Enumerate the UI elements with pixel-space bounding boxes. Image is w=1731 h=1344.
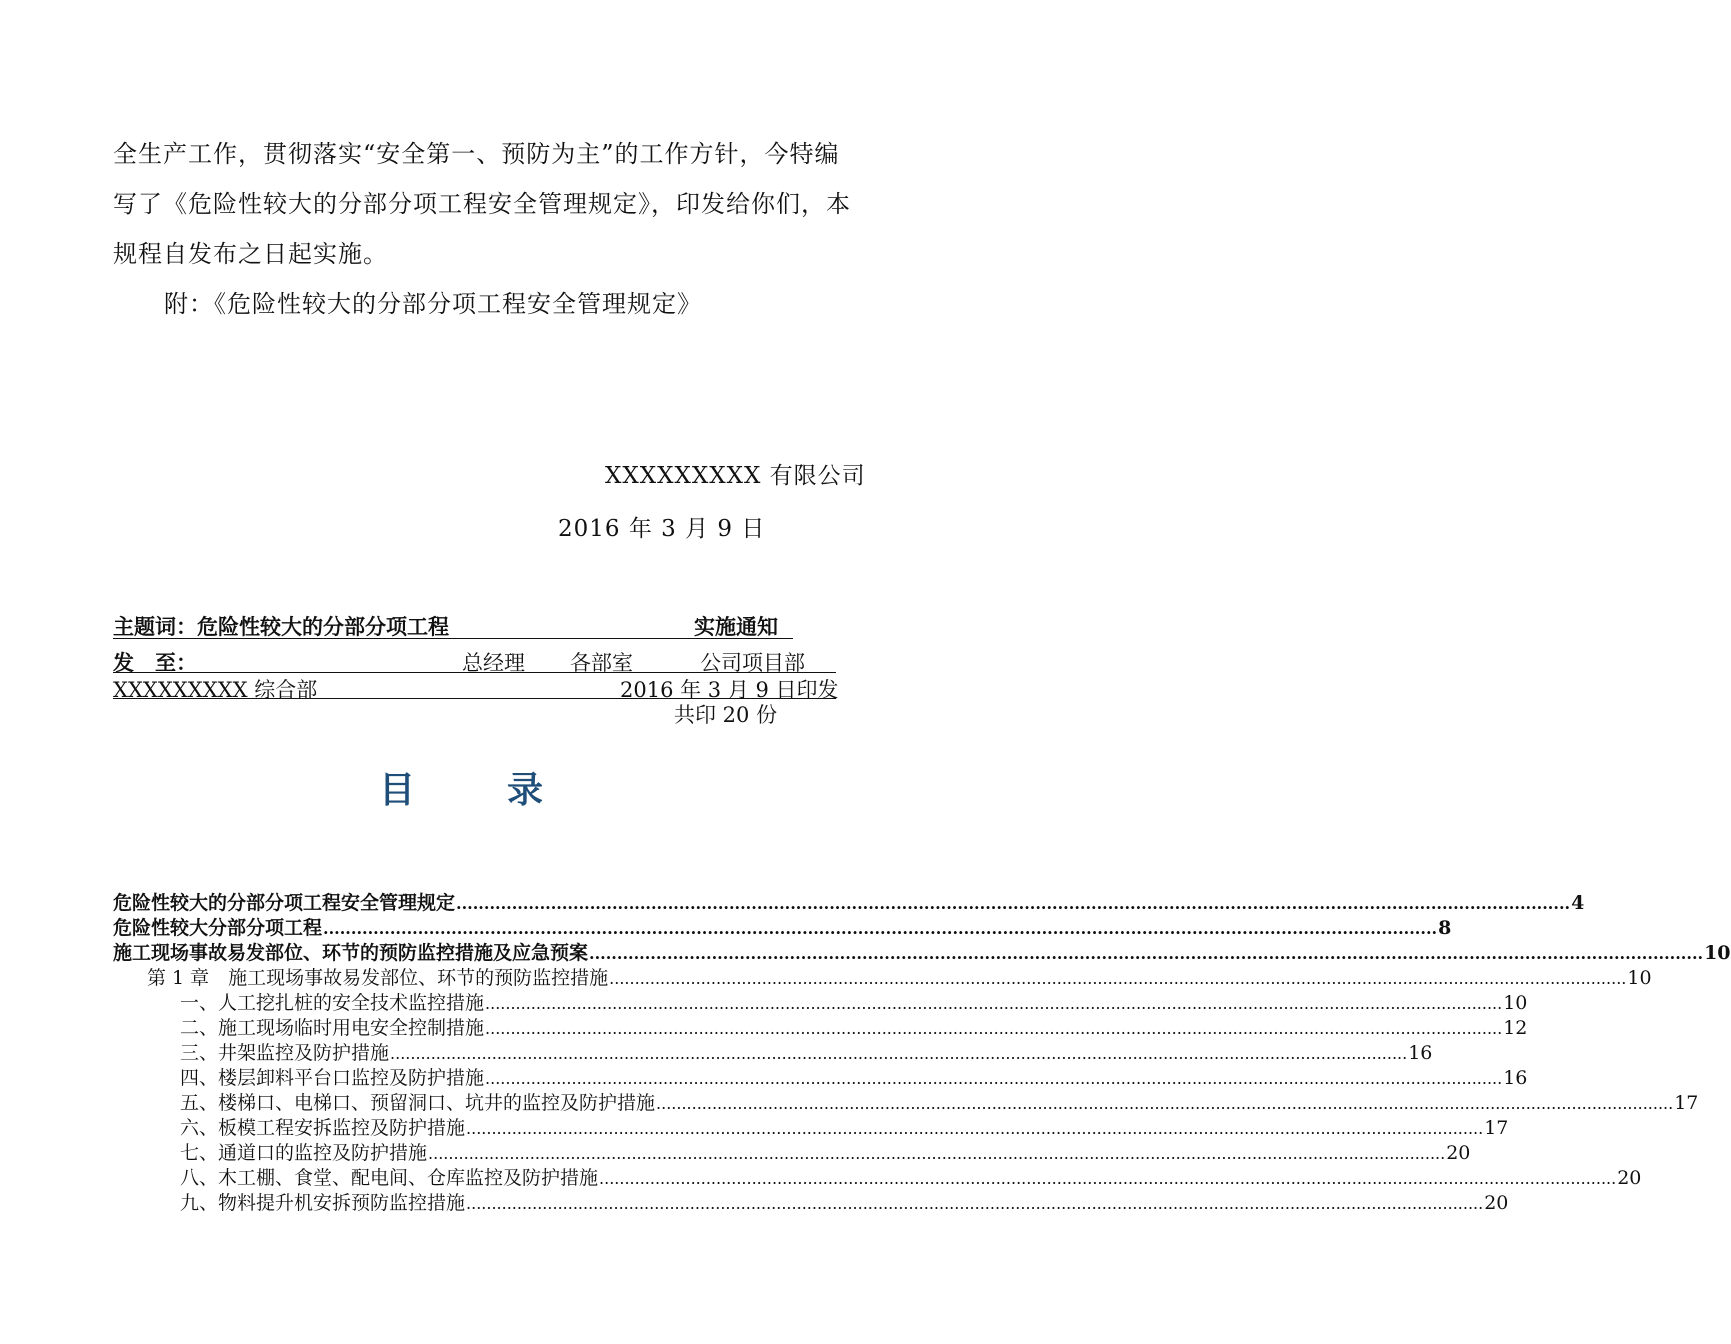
recipient-general-manager: 总经理 [462,651,525,675]
toc-entry-title: 六、板模工程安拆监控及防护措施 [180,1117,466,1139]
toc-entry-title: 八、木工棚、食堂、配电间、仓库监控及防护措施 [180,1167,599,1189]
toc-entry[interactable] [180,1138,1471,1164]
toc-leader-dots: ........................................................................................................................................................................................................ [485,1069,1503,1088]
toc-entry[interactable] [113,913,1452,939]
toc-entry-page: 20 [1617,1167,1642,1189]
body-line-1: 全生产工作，贯彻落实“安全第一、预防为主”的工作方针，今特编 [113,140,840,168]
toc-entry-page: 20 [1484,1192,1509,1214]
toc-entry-page: 8 [1438,917,1452,939]
toc-leader-dots: ........................................................................................................................................................................................................ [599,1169,1617,1188]
toc-entry-title: 二、施工现场临时用电安全控制措施 [180,1017,485,1039]
toc-leader-dots: ........................................................................................................................................................................................................ [323,919,1438,938]
toc-entry-page: 12 [1503,1017,1528,1039]
toc-entry[interactable] [180,1013,1528,1039]
toc-entry[interactable] [180,1038,1433,1064]
toc-entry-title: 五、楼梯口、电梯口、预留洞口、坑井的监控及防护措施 [180,1092,656,1114]
toc-entry-title: 危险性较大的分部分项工程安全管理规定 [113,892,456,914]
toc-entry-page: 16 [1503,1067,1528,1089]
subject-suffix: 实施通知 [694,614,778,639]
send-to-underline [113,672,836,673]
toc-entry-title: 四、楼层卸料平台口监控及防护措施 [180,1067,485,1089]
subject-underline [113,638,793,639]
toc-entry-page: 4 [1571,892,1585,914]
subject-label: 主题词：危险性较大的分部分项工程 [113,614,449,639]
toc-entry-title: 危险性较大分部分项工程 [113,917,323,939]
toc-entry-page: 17 [1484,1117,1509,1139]
toc-entry-page: 17 [1674,1092,1699,1114]
body-line-3: 规程自发布之日起实施。 [113,240,388,268]
toc-entry[interactable] [180,1063,1528,1089]
toc-leader-dots: ........................................................................................................................................................................................................ [485,994,1503,1013]
toc-leader-dots: ........................................................................................................................................................................................................ [466,1194,1484,1213]
toc-title: 目 录 [378,769,571,811]
toc-entry[interactable] [147,963,1652,989]
toc-entry-title: 三、井架监控及防护措施 [180,1042,390,1064]
toc-entry-title: 一、人工挖扎桩的安全技术监控措施 [180,992,485,1014]
toc-entry[interactable] [180,1113,1509,1139]
toc-entry-title: 七、通道口的监控及防护措施 [180,1142,428,1164]
toc-entry-page: 16 [1408,1042,1433,1064]
body-line-2: 写了《危险性较大的分部分项工程安全管理规定》，印发给你们，本 [113,190,851,218]
recipient-departments: 各部室 [570,651,633,675]
toc-entry-page: 20 [1446,1142,1471,1164]
toc-entry[interactable] [180,1163,1642,1189]
send-to-label: 发 至： [113,650,197,675]
toc-leader-dots: ........................................................................................................................................................................................................ [589,944,1704,963]
toc-entry-title: 施工现场事故易发部位、环节的预防监控措施及应急预案 [113,942,589,964]
attachment-line: 附：《危险性较大的分部分项工程安全管理规定》 [164,290,702,318]
toc-entry-page: 10 [1627,967,1652,989]
toc-entry[interactable] [113,888,1585,914]
toc-leader-dots: ........................................................................................................................................................................................................ [656,1094,1674,1113]
toc-entry[interactable] [180,1088,1699,1114]
signature-company: XXXXXXXXX 有限公司 [605,463,866,489]
toc-entry-title: 九、物料提升机安拆预防监控措施 [180,1192,466,1214]
toc-leader-dots: ........................................................................................................................................................................................................ [609,969,1627,988]
toc-entry-page: 10 [1503,992,1528,1014]
toc-entry[interactable] [180,988,1528,1014]
toc-leader-dots: ........................................................................................................................................................................................................ [466,1119,1484,1138]
copies: 共印 20 份 [674,703,778,727]
toc-leader-dots: ........................................................................................................................................................................................................ [428,1144,1446,1163]
signature-date: 2016 年 3 月 9 日 [558,516,766,542]
toc-leader-dots: ........................................................................................................................................................................................................ [390,1044,1408,1063]
toc-leader-dots: ........................................................................................................................................................................................................ [485,1019,1503,1038]
toc-entry[interactable] [180,1188,1509,1214]
issuer: XXXXXXXXX 综合部 [113,678,318,702]
recipient-project-dept: 公司项目部 [700,651,805,675]
toc-entry-page: 10 [1704,942,1731,964]
issue-date: 2016 年 3 月 9 日印发 [620,678,839,702]
toc-entry[interactable] [113,938,1731,964]
toc-entry-title: 第 1 章 施工现场事故易发部位、环节的预防监控措施 [147,967,609,989]
toc-leader-dots: ........................................................................................................................................................................................................ [456,894,1571,913]
